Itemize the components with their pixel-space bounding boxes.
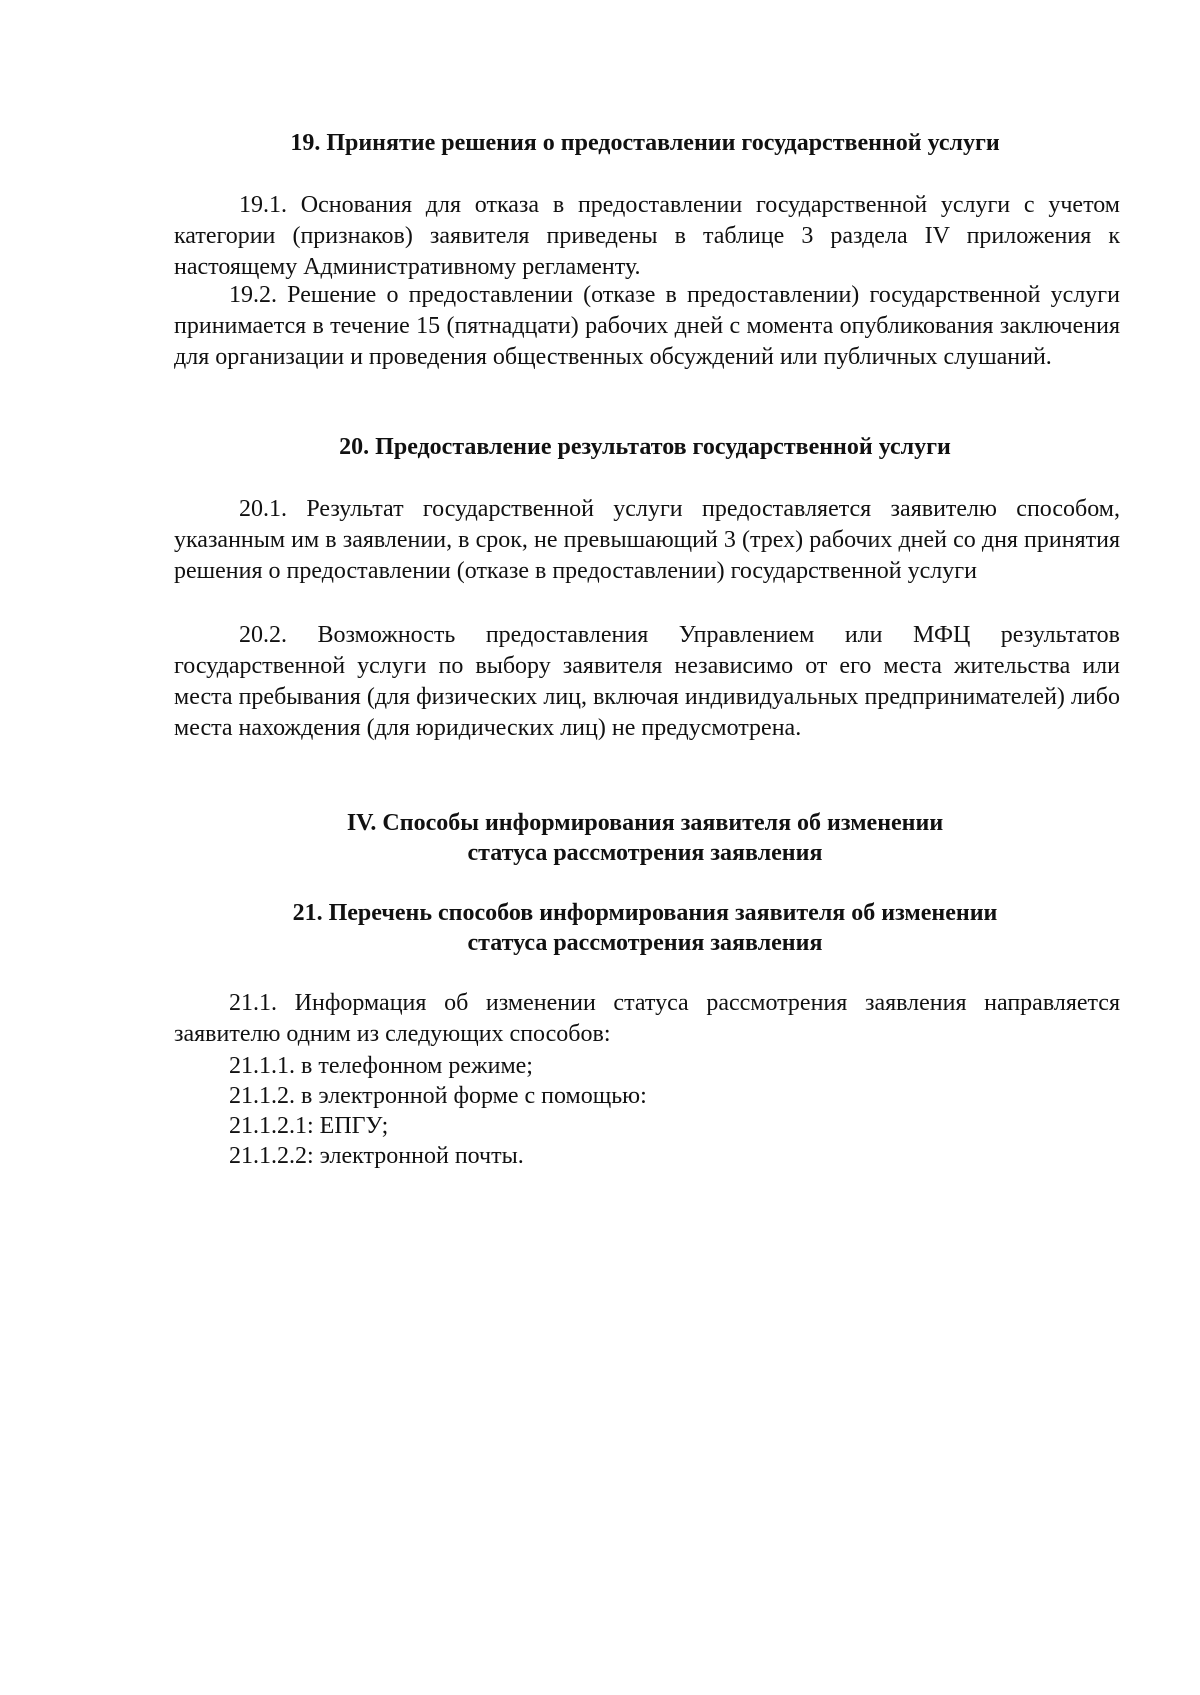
paragraph-20-1: 20.1. Результат государственной услуги предоставляется заявителю способом, указанным им в заявлении, в срок, не превышающий 3 (трех) рабочих дней со дня принятия решения о предоставлении (отказе в предоставлении) государственной услуги (174, 496, 1120, 584)
list-item-21-1-1: 21.1.1. в телефонном режиме; (229, 1053, 533, 1079)
list-item-21-1-2-2: 21.1.2.2: электронной почты. (229, 1143, 524, 1169)
paragraph-19-1: 19.1. Основания для отказа в предоставлении государственной услуги с учетом категории (признаков) заявителя приведены в таблице 3 раздела IV приложения к настоящему Административному регламенту. (174, 192, 1120, 280)
part-4-heading-line-2: статуса рассмотрения заявления (467, 840, 823, 866)
section-21-heading-line-2: статуса рассмотрения заявления (467, 930, 823, 956)
paragraph-20-2: 20.2. Возможность предоставления Управлением или МФЦ результатов государственной услуги по выбору заявителя независимо от его места жительства или места пребывания (для физических лиц, включая индивидуальных предпринимателей) либо места нахождения (для юридических лиц) не предусмотрена. (174, 622, 1120, 741)
section-20-heading: 20. Предоставление результатов государственной услуги (339, 434, 951, 460)
section-21-heading-line-1: 21. Перечень способов информирования заявителя об изменении (292, 900, 998, 926)
list-item-21-1-2: 21.1.2. в электронной форме с помощью: (229, 1083, 647, 1109)
part-4-heading-line-1: IV. Способы информирования заявителя об изменении (346, 810, 944, 836)
paragraph-19-2: 19.2. Решение о предоставлении (отказе в предоставлении) государственной услуги принимается в течение 15 (пятнадцати) рабочих дней с момента опубликования заключения для организации и проведения общественных обсуждений или публичных слушаний. (174, 282, 1120, 370)
paragraph-21-1: 21.1. Информация об изменении статуса рассмотрения заявления направляется заявителю одним из следующих способов: (174, 990, 1120, 1047)
section-19-heading: 19. Принятие решения о предоставлении государственной услуги (290, 130, 1000, 156)
list-item-21-1-2-1: 21.1.2.1: ЕПГУ; (229, 1113, 389, 1139)
